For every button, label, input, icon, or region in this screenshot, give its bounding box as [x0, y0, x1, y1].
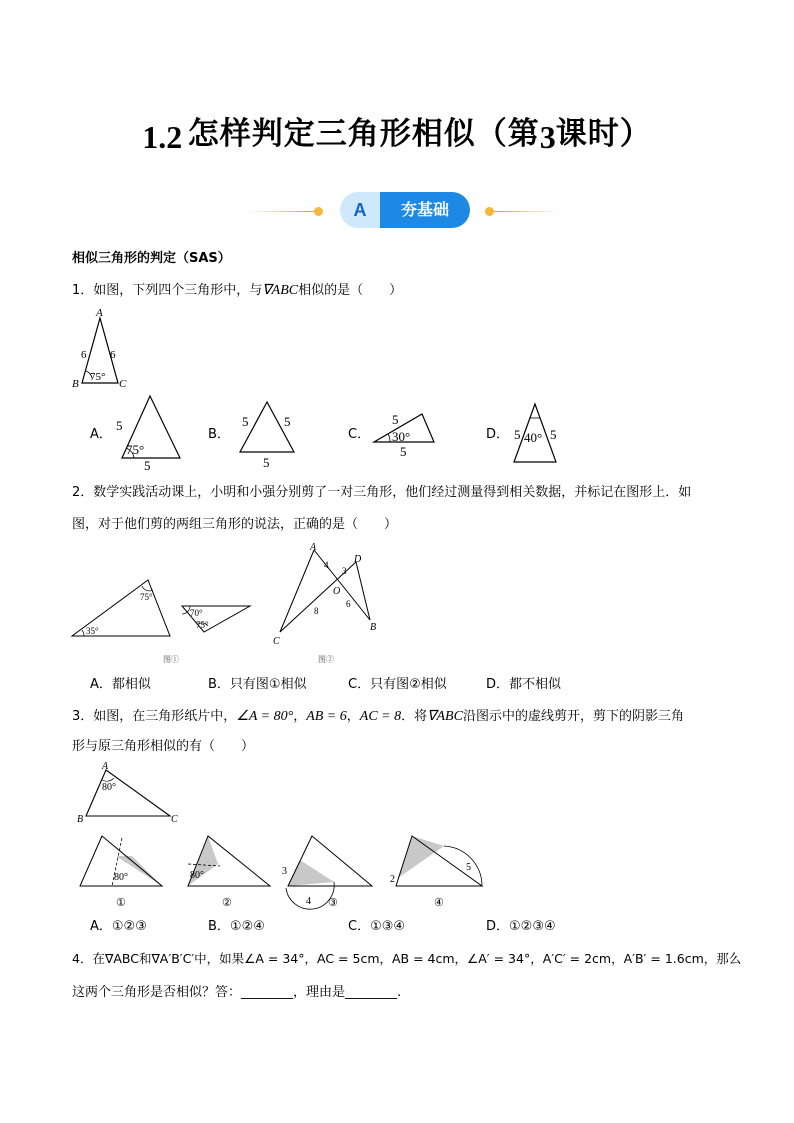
q3-sub-2	[188, 836, 270, 909]
q1-option-a-label[interactable]: A．	[90, 427, 112, 442]
section-heading: 相似三角形的判定（SAS）	[72, 251, 231, 266]
q3-main-arc	[102, 778, 114, 781]
q3-sub2-number: ②	[222, 897, 232, 909]
q3-option-b[interactable]: B．①②④	[208, 919, 265, 934]
q3-sub3-shade	[288, 860, 334, 886]
q2-fig2-point-o: O	[333, 586, 341, 597]
q3-sub-figures	[72, 830, 492, 910]
q2-line1: 2．数学实践活动课上，小明和小强分别剪了一对三角形，他们经过测量得到相关数据，并标记在图形上．如	[72, 485, 692, 500]
q1-option-d-figure[interactable]	[508, 400, 566, 466]
q1-option-d-label[interactable]: D．	[486, 427, 510, 442]
q3-sub4-number: ④	[434, 897, 444, 909]
banner-label: 夯基础	[380, 192, 470, 228]
section-banner	[248, 192, 558, 230]
q2-fig1-caption: 图①	[163, 655, 179, 664]
banner-right-line	[494, 211, 558, 212]
title-text-end: 课时）	[555, 116, 652, 152]
q2-option-d[interactable]: D．都不相似	[486, 677, 562, 692]
q1-option-b-side3: 5	[263, 455, 270, 470]
q1-option-b-figure[interactable]	[232, 396, 302, 472]
q3-angle-a: ∠A = 80°	[236, 709, 294, 724]
q1-option-c-arc	[388, 434, 390, 442]
q1-figure	[72, 306, 142, 390]
q2-fig1-angle1: 75°	[140, 592, 153, 602]
q3-sub-4	[390, 836, 482, 909]
banner-left-dot	[314, 207, 323, 216]
q1-option-c-side1: 5	[392, 412, 399, 427]
q1-vertex-b: B	[72, 378, 79, 390]
q4-line2: 这两个三角形是否相似？答：________，理由是________.	[72, 985, 402, 1000]
q2-figure-2	[270, 540, 380, 668]
q1-option-d-side1: 5	[514, 427, 521, 442]
q3-sub-1	[80, 836, 162, 909]
q3-triangle: ∇ABC	[427, 709, 463, 724]
q3-main-angle: 80°	[102, 782, 116, 793]
q3-main-figure	[72, 760, 192, 826]
q3-sub4-length2: 5	[466, 862, 471, 873]
q1-stem	[72, 280, 402, 302]
q2-fig2-point-d: D	[354, 554, 362, 565]
q2-option-b[interactable]: B．只有图①相似	[208, 677, 307, 692]
q3-option-d[interactable]: D．①②③④	[486, 919, 556, 934]
q3-sub3-number: ③	[328, 897, 338, 909]
q3-option-a[interactable]: A．①②③	[90, 919, 147, 934]
q3-sub4-arc	[444, 846, 482, 886]
q3-main-b: B	[77, 814, 84, 825]
q3-option-c[interactable]: C．①③④	[348, 919, 406, 934]
q3-sub3-length1: 3	[282, 866, 287, 877]
q2-fig2-point-a: A	[310, 542, 317, 553]
q4-line1: 4．在∇ABC和∇A′B′C′中，如果∠A = 34°，AC = 5cm，AB = 4cm，∠A′ = 34°，A′C′ = 2cm，A′B′ = 1.6cm，那么	[72, 951, 742, 966]
q1-option-c-figure[interactable]	[370, 404, 442, 462]
banner-right-dot	[485, 207, 494, 216]
q1-side-left: 6	[81, 349, 87, 361]
q2-fig1-angle4: 75°	[196, 620, 209, 630]
title-text: 怎样判定三角形相似（第	[187, 116, 540, 152]
q2-fig2-caption: 图②	[318, 655, 334, 664]
q2-fig2-length-bo: 6	[346, 599, 351, 609]
q3-main-c: C	[171, 814, 178, 825]
q3-line1	[72, 706, 684, 728]
q1-option-d-side2: 5	[550, 427, 557, 442]
q2-fig2-length-do: 3	[342, 566, 347, 576]
q3-comma1: ，	[293, 709, 307, 724]
q1-option-c-angle: 30°	[392, 429, 411, 444]
q1-triangle: ∇ABC	[262, 283, 299, 298]
q3-sub2-angle: 80°	[190, 870, 204, 881]
banner-letter: A	[340, 192, 380, 228]
q3-line1-b: ．将	[401, 709, 428, 724]
q1-vertex-c: C	[119, 378, 127, 390]
q1-option-a-side2: 5	[144, 458, 151, 473]
q2-option-a[interactable]: A．都相似	[90, 677, 151, 692]
q1-option-b-label[interactable]: B．	[208, 427, 230, 442]
q3-sub3-length2: 4	[306, 896, 311, 907]
q1-option-b-side1: 5	[242, 414, 249, 429]
title-number: 1.2	[142, 119, 183, 155]
q3-main-triangle	[86, 770, 170, 816]
q2-figure-1	[70, 576, 256, 668]
q2-fig2-line-ac	[280, 550, 314, 632]
q3-main-a: A	[102, 761, 109, 772]
q2-fig2-point-b: B	[370, 622, 377, 633]
q3-ac: AC = 8	[359, 709, 402, 724]
q2-fig2-length-ao: 4	[324, 560, 329, 570]
q1-option-d-angle: 40°	[524, 430, 543, 445]
page-title	[0, 108, 794, 168]
q1-option-a-side1: 5	[116, 418, 123, 433]
q2-option-c[interactable]: C．只有图②相似	[348, 677, 447, 692]
q1-side-right: 6	[110, 349, 116, 361]
q3-line1-a: 3．如图，在三角形纸片中，	[72, 709, 237, 724]
q1-option-a-angle: 75°	[126, 442, 145, 457]
q3-sub1-number: ①	[116, 897, 126, 909]
q3-ab: AB = 6	[306, 709, 347, 724]
q1-vertex-a: A	[96, 307, 103, 319]
q1-stem-a: 1．如图，下列四个三角形中，与	[72, 283, 263, 298]
q3-line1-c: 沿图示中的虚线剪开，剪下的阴影三角	[462, 709, 684, 724]
q2-fig1-arc2	[82, 630, 84, 636]
q1-angle: 75°	[90, 371, 106, 383]
q2-fig2-point-c: C	[273, 636, 280, 647]
banner-left-line	[248, 211, 316, 212]
q1-option-c-side2: 5	[400, 444, 407, 459]
q3-comma2: ，	[346, 709, 360, 724]
banner-pill	[340, 192, 470, 228]
q1-stem-b: 相似的是（ ）	[298, 283, 403, 298]
q1-option-a-figure[interactable]	[112, 390, 192, 474]
title-lesson-number: 3	[539, 119, 556, 155]
q2-line2: 图，对于他们剪的两组三角形的说法，正确的是（ ）	[72, 517, 398, 532]
q2-fig1-angle3: 70°	[190, 608, 203, 618]
q1-option-c-label[interactable]: C．	[348, 427, 371, 442]
q3-sub4-length1: 2	[390, 874, 395, 885]
q3-sub1-angle: 80°	[114, 872, 128, 883]
q3-line2: 形与原三角形相似的有（ ）	[72, 739, 255, 754]
q2-fig1-angle2: 35°	[86, 626, 99, 636]
q1-option-b-side2: 5	[284, 414, 291, 429]
q2-fig2-length-co: 8	[314, 606, 319, 616]
q3-sub-3	[282, 836, 372, 909]
